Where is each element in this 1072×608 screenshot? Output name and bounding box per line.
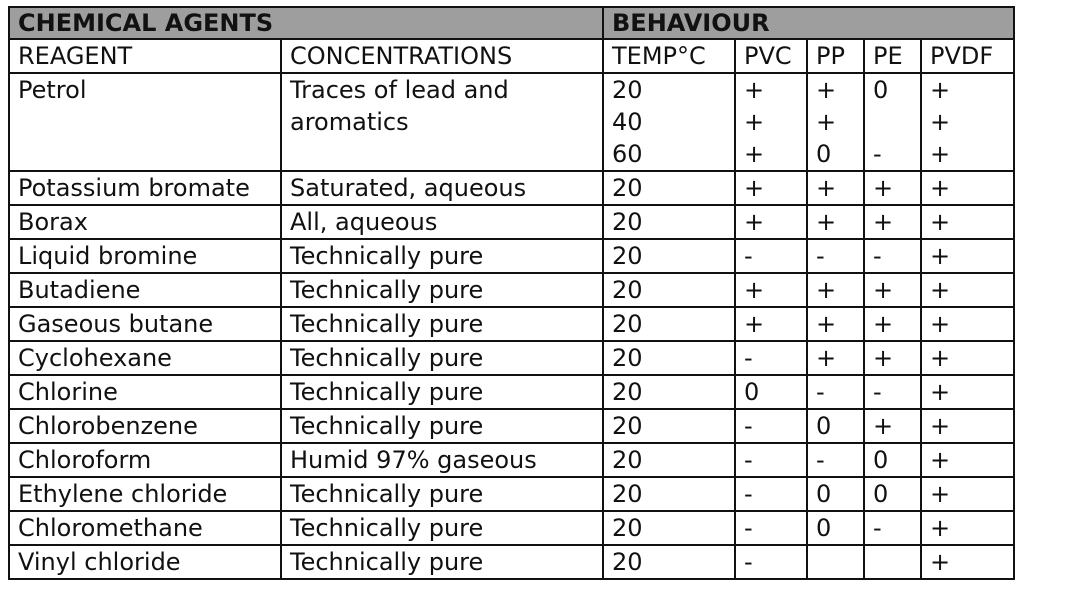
pvdf-cell: +: [921, 545, 1014, 579]
pe-cell: +: [864, 205, 921, 239]
pvc-cell: 0: [735, 375, 807, 409]
reagent-cell: Borax: [9, 205, 281, 239]
pp-cell: [807, 545, 864, 579]
pvc-cell: -: [735, 545, 807, 579]
pp-cell: +: [807, 205, 864, 239]
pe-cell: +: [864, 171, 921, 205]
table-row: [9, 477, 1014, 511]
pvc-cell: -: [735, 511, 807, 545]
pp-cell: [807, 73, 864, 171]
table-row: [9, 307, 1014, 341]
pe-cell: -: [864, 239, 921, 273]
reagent-cell: Chloroform: [9, 443, 281, 477]
pvdf-value: +: [930, 76, 951, 104]
pp-cell: +: [807, 273, 864, 307]
table-row: [9, 341, 1014, 375]
pvdf-cell: +: [921, 307, 1014, 341]
pe-value: [873, 106, 920, 138]
pp-cell: -: [807, 443, 864, 477]
pvc-value: +: [744, 76, 765, 104]
temp-cell: 20: [603, 375, 735, 409]
pvc-cell: -: [735, 443, 807, 477]
temp-value: 40: [612, 108, 643, 136]
reagent-cell: Potassium bromate: [9, 171, 281, 205]
column-header-pp: PP: [807, 39, 864, 73]
table-row: [9, 409, 1014, 443]
pe-cell: [864, 73, 921, 171]
concentration-cell: All, aqueous: [281, 205, 603, 239]
pe-cell: +: [864, 341, 921, 375]
temp-cell: 20: [603, 409, 735, 443]
concentration-cell: Humid 97% gaseous: [281, 443, 603, 477]
temp-cell: 20: [603, 171, 735, 205]
temp-cell: 20: [603, 545, 735, 579]
column-header-reagent: REAGENT: [9, 39, 281, 73]
column-header-concentrations: CONCENTRATIONS: [281, 39, 603, 73]
pe-cell: 0: [864, 443, 921, 477]
chemical-agents-heading: CHEMICAL AGENTS: [9, 7, 603, 39]
column-header-row: [9, 39, 1014, 73]
pvc-cell: -: [735, 409, 807, 443]
pp-value: +: [816, 108, 837, 136]
temp-cell: [603, 73, 735, 171]
column-header-pvc: PVC: [735, 39, 807, 73]
reagent-cell: Ethylene chloride: [9, 477, 281, 511]
concentration-cell: Technically pure: [281, 375, 603, 409]
pvc-cell: [735, 73, 807, 171]
chemical-resistance-table: [8, 6, 1015, 580]
pvdf-cell: [921, 73, 1014, 171]
concentration-cell: Technically pure: [281, 409, 603, 443]
temp-cell: 20: [603, 477, 735, 511]
pvdf-value: +: [930, 108, 951, 136]
reagent-cell: Butadiene: [9, 273, 281, 307]
pvdf-cell: +: [921, 409, 1014, 443]
pvdf-cell: +: [921, 375, 1014, 409]
pe-cell: +: [864, 307, 921, 341]
pe-value: 0: [873, 76, 889, 104]
pvdf-cell: +: [921, 171, 1014, 205]
pvc-value: +: [744, 140, 765, 168]
pp-value: +: [816, 76, 837, 104]
table-row: [9, 511, 1014, 545]
temp-value: 20: [612, 76, 643, 104]
reagent-cell: Chloromethane: [9, 511, 281, 545]
pvdf-cell: +: [921, 477, 1014, 511]
pvdf-cell: +: [921, 239, 1014, 273]
pe-cell: [864, 545, 921, 579]
pp-cell: 0: [807, 409, 864, 443]
reagent-cell: Chlorine: [9, 375, 281, 409]
concentration-cell: Traces of lead and aromatics: [281, 73, 603, 171]
table-row: [9, 443, 1014, 477]
temp-value: 60: [612, 140, 643, 168]
pvc-cell: +: [735, 273, 807, 307]
reagent-cell: Chlorobenzene: [9, 409, 281, 443]
temp-cell: 20: [603, 511, 735, 545]
reagent-cell: Petrol: [9, 73, 281, 171]
pp-cell: 0: [807, 477, 864, 511]
temp-cell: 20: [603, 273, 735, 307]
temp-cell: 20: [603, 239, 735, 273]
table-row: [9, 375, 1014, 409]
concentration-cell: Technically pure: [281, 307, 603, 341]
reagent-cell: Cyclohexane: [9, 341, 281, 375]
pvdf-value: +: [930, 140, 951, 168]
concentration-cell: Technically pure: [281, 545, 603, 579]
temp-cell: 20: [603, 341, 735, 375]
pvc-value: +: [744, 108, 765, 136]
behaviour-heading: BEHAVIOUR: [603, 7, 1014, 39]
pp-value: 0: [816, 140, 832, 168]
reagent-cell: Vinyl chloride: [9, 545, 281, 579]
concentration-cell: Technically pure: [281, 341, 603, 375]
concentration-cell: Technically pure: [281, 511, 603, 545]
pvdf-cell: +: [921, 511, 1014, 545]
pe-value: -: [873, 140, 882, 168]
pe-cell: -: [864, 375, 921, 409]
table-row: [9, 273, 1014, 307]
pe-cell: +: [864, 273, 921, 307]
concentration-cell: Technically pure: [281, 273, 603, 307]
table-row: [9, 171, 1014, 205]
pp-cell: -: [807, 375, 864, 409]
temp-cell: 20: [603, 307, 735, 341]
pvdf-cell: +: [921, 273, 1014, 307]
pe-cell: +: [864, 409, 921, 443]
reagent-cell: Gaseous butane: [9, 307, 281, 341]
pp-cell: +: [807, 307, 864, 341]
concentration-cell: Saturated, aqueous: [281, 171, 603, 205]
pvc-cell: -: [735, 477, 807, 511]
pp-cell: -: [807, 239, 864, 273]
reagent-cell: Liquid bromine: [9, 239, 281, 273]
pvdf-cell: +: [921, 341, 1014, 375]
pvc-cell: +: [735, 171, 807, 205]
temp-cell: 20: [603, 205, 735, 239]
column-header-pvdf: PVDF: [921, 39, 1014, 73]
temp-cell: 20: [603, 443, 735, 477]
concentration-cell: Technically pure: [281, 239, 603, 273]
pvdf-cell: +: [921, 443, 1014, 477]
table-group-header: [9, 7, 1014, 39]
table-row: [9, 545, 1014, 579]
pe-cell: 0: [864, 477, 921, 511]
pvc-cell: -: [735, 341, 807, 375]
pe-cell: -: [864, 511, 921, 545]
table-row: [9, 239, 1014, 273]
concentration-cell: Technically pure: [281, 477, 603, 511]
table-row: [9, 73, 1014, 171]
pvc-cell: +: [735, 205, 807, 239]
column-header-temp: TEMP°C: [603, 39, 735, 73]
table-row: [9, 205, 1014, 239]
column-header-pe: PE: [864, 39, 921, 73]
pp-cell: 0: [807, 511, 864, 545]
pvc-cell: -: [735, 239, 807, 273]
pvc-cell: +: [735, 307, 807, 341]
pp-cell: +: [807, 171, 864, 205]
pvdf-cell: +: [921, 205, 1014, 239]
pp-cell: +: [807, 341, 864, 375]
